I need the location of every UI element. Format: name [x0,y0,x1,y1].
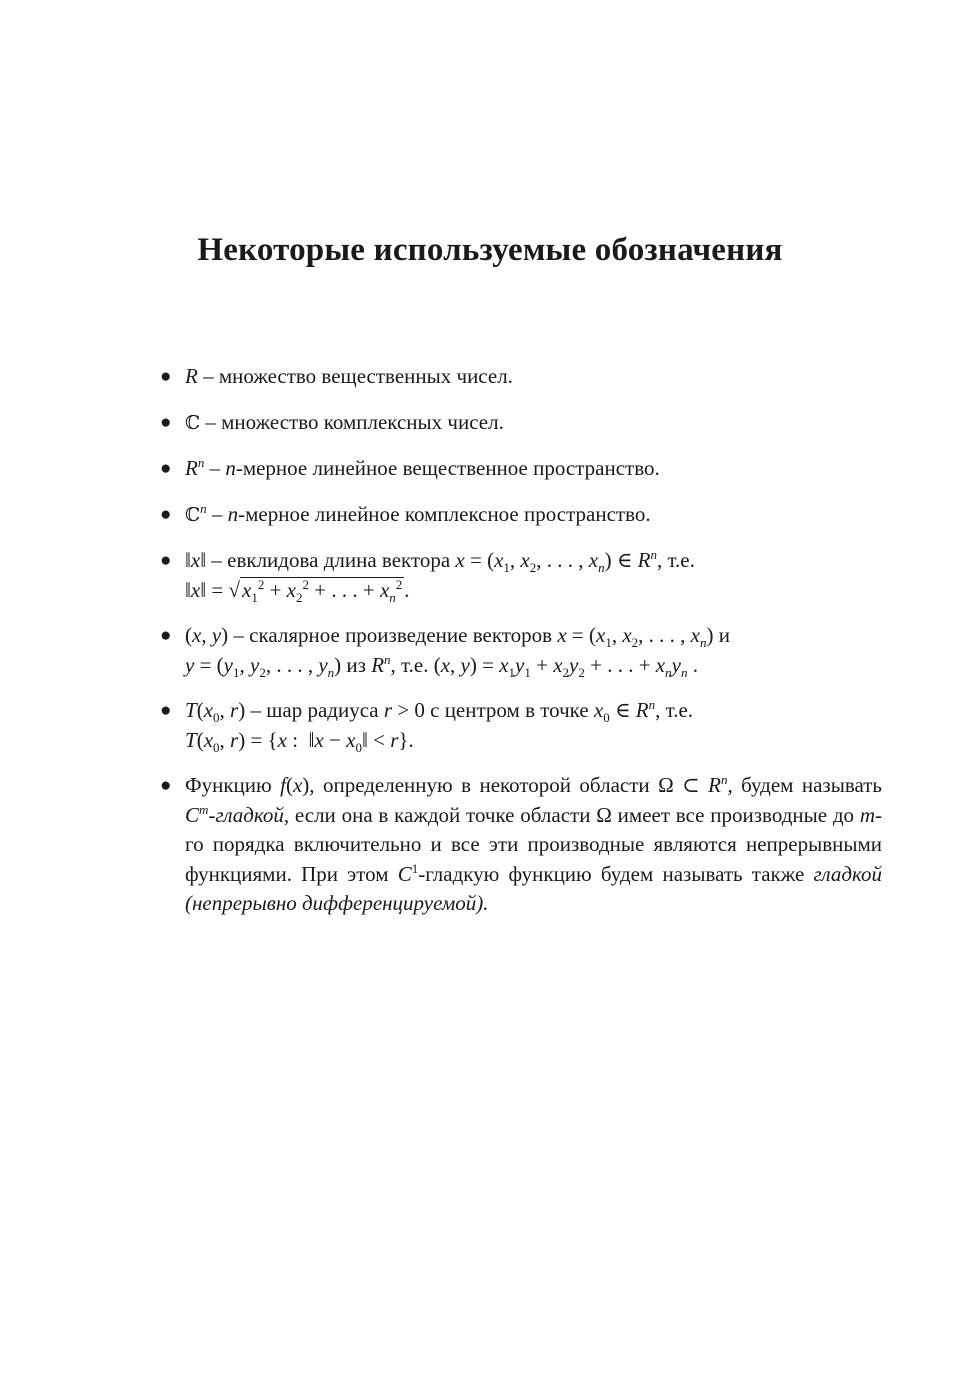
math-formula: ‖x‖ [185,548,207,572]
math-formula: m [859,802,875,827]
bullet-icon: ● [160,411,172,433]
math-symbol: ℂ [185,503,201,526]
item-text: – множество вещественных чисел. [197,364,513,388]
list-item [160,454,882,484]
math-formula: $T(x_0$, r) = {x : ‖x − $x_0‖ < r$} [185,727,409,755]
bullet-icon: ● [160,366,172,387]
math-symbol: R [185,364,198,388]
item-line [185,546,882,576]
math-formula: ‖x‖ = $√x_1^2 + x_2^2$ + . . . + $x_n^2$ [185,576,403,605]
list-item [160,771,882,919]
item-text: имеет все производные до [611,802,860,827]
math-n: n [225,456,236,480]
item-text: . [687,652,698,677]
math-formula: $x = (x_1$, $x_2$, . . . , $x_n$) [557,623,714,651]
list-item [160,696,882,755]
item-text: если она в каждой точке области [289,802,597,827]
item-dash: – [206,501,228,526]
bullet-icon: ● [160,700,172,721]
math-formula: f(x) [280,773,310,797]
math-superscript: n [197,455,205,470]
list-item [160,621,882,680]
item-text: и [713,623,730,647]
item-text: -мерное линейное комплексное пространство. [238,501,651,526]
item-text: , т.е. [655,698,694,722]
notation-list [160,362,882,935]
list-item [160,546,882,605]
math-formula: $R^n$ [371,651,391,677]
list-item [160,362,882,392]
item-emphasis: гладкой (непрерывно дифференцируемой). [185,861,882,915]
item-text: – шар радиуса [245,698,384,722]
list-item [160,408,882,439]
item-text: . [408,727,414,752]
item-line [185,696,882,726]
math-formula: (x, $y) = x_1y_1 + x_2y_2$ + . . . + $x_ny_n$ [433,652,688,680]
item-text: , определенную в некоторой области [309,773,659,797]
math-formula: (x, y) [185,623,229,647]
page-title: Некоторые используемые обозначения [197,232,783,268]
item-text: с центром в точке [424,698,594,722]
item-text: , будем называть [727,773,883,797]
item-line [185,576,882,606]
math-superscript: n [200,500,207,516]
math-formula: $y = (y_1$, $y_2$, . . . , $y_n$) [185,652,342,680]
item-text: , т.е. [656,548,695,572]
math-n: n [227,501,239,526]
math-formula: Ω [596,802,612,827]
math-symbol: R [185,456,198,480]
bullet-icon: ● [160,503,172,525]
math-symbol: ℂ [185,411,201,434]
item-dash: – [204,456,226,480]
item-line [185,651,882,681]
math-formula: $C^m$ [185,801,209,827]
list-item [160,500,882,531]
item-text: – евклидова длина вектора [206,548,456,572]
math-formula: r > 0 [383,698,425,722]
item-line [185,726,882,756]
bullet-icon: ● [160,775,172,796]
math-formula: $x = (x_1$, $x_2$, . . . , $x_n$) ∈ $R^n$ [455,547,657,576]
item-text: Функцию [185,773,281,797]
math-formula: $x_0$ ∈ $R^n$ [593,697,656,726]
item-text: -го порядка включительно и все эти производные являются непрерывными функциями. При этом [185,802,882,886]
bullet-icon: ● [160,458,172,479]
math-formula: $T(x_0$, r) [185,698,246,726]
bullet-icon: ● [160,625,172,646]
item-text: -мерное линейное вещественное пространство. [235,456,660,480]
math-formula: Ω ⊂ $R^n$ [658,772,728,797]
item-text: – скалярное произведение векторов [228,623,558,647]
item-text: . [404,577,410,602]
item-line [185,621,882,651]
item-text: – множество комплексных чисел. [200,409,504,434]
item-text: из [341,652,372,677]
math-formula: $C^1$ [397,860,419,886]
item-text: -гладкую функцию будем называть также [418,861,814,886]
item-text: , т.е. [390,652,434,677]
item-emphasis: -гладкой, [208,802,290,827]
bullet-icon: ● [160,550,172,571]
